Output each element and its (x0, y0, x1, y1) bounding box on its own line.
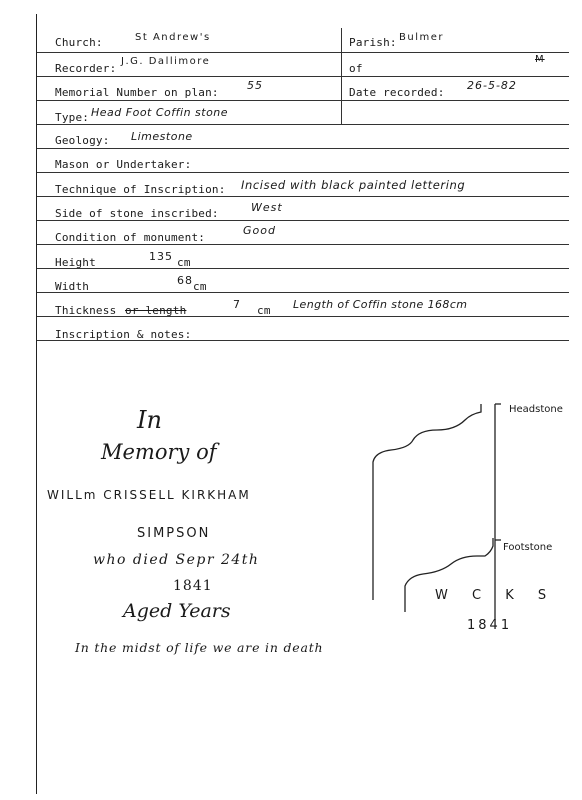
condition-label: Condition of monument: (55, 231, 206, 244)
technique-value: Incised with black painted lettering (241, 178, 466, 192)
condition-row (37, 220, 569, 245)
headstone-profile-sketch (357, 400, 567, 640)
inscription-line-5: who died Sepr 24th (93, 552, 260, 568)
type-row (37, 100, 569, 125)
inscription-line-1: In (137, 406, 162, 434)
width-value: 68 (177, 274, 193, 287)
church-row (37, 28, 569, 53)
geology-value: Limestone (131, 130, 193, 143)
recorder-label: Recorder: (55, 62, 117, 75)
geology-label: Geology: (55, 134, 110, 147)
side-label: Side of stone inscribed: (55, 207, 219, 220)
memorial-row (37, 76, 569, 101)
church-value: St Andrew's (135, 32, 211, 43)
headstone-label: Headstone (509, 404, 563, 415)
memorial-number-label: Memorial Number on plan: (55, 86, 219, 99)
side-value: West (251, 201, 283, 214)
thickness-row (37, 292, 569, 317)
technique-label: Technique of Inscription: (55, 183, 226, 196)
date-value: 26-5-82 (467, 79, 517, 92)
footstone-letters: W C K S (435, 588, 557, 603)
height-unit: cm (177, 256, 191, 269)
width-row (37, 268, 569, 293)
parish-value: Bulmer (399, 32, 444, 43)
memorial-number-value: 55 (247, 79, 263, 92)
height-label: Height (55, 256, 96, 269)
thickness-unit: cm (257, 304, 271, 317)
inscription-row (37, 316, 569, 341)
type-label: Type: (55, 111, 90, 124)
side-row (37, 196, 569, 221)
height-value: 135 (149, 250, 173, 263)
condition-value: Good (243, 224, 276, 237)
width-label: Width (55, 280, 90, 293)
width-unit: cm (193, 280, 207, 293)
inscription-label: Inscription & notes: (55, 328, 192, 341)
inscription-line-3: WILLm CRISSELL KIRKHAM (47, 488, 251, 502)
mason-row (37, 148, 569, 173)
thickness-struck-text: or length (125, 304, 187, 317)
memorial-record-form (36, 14, 569, 794)
inscription-line-6: 1841 (173, 578, 213, 594)
inscription-line-8: In the midst of life we are in death (75, 640, 324, 655)
of-label: of (349, 62, 363, 75)
date-label: Date recorded: (349, 86, 445, 99)
type-value: Head Foot Coffin stone (91, 106, 229, 119)
recorder-row (37, 52, 569, 77)
technique-row (37, 172, 569, 197)
inscription-line-2: Memory of (101, 440, 217, 464)
height-row (37, 244, 569, 269)
recorder-value: J.G. Dallimore (121, 56, 211, 67)
of-value: M (535, 54, 545, 65)
thickness-value: 7 (233, 298, 241, 311)
inscription-line-7: Aged Years (123, 600, 231, 622)
mason-label: Mason or Undertaker: (55, 158, 192, 171)
inscription-line-4: SIMPSON (137, 526, 211, 541)
thickness-label: Thickness (55, 304, 117, 317)
length-note: Length of Coffin stone 168cm (293, 298, 468, 311)
parish-label: Parish: (349, 36, 397, 49)
footstone-label: Footstone (503, 542, 553, 553)
geology-row (37, 124, 569, 149)
church-label: Church: (55, 36, 103, 49)
footstone-year: 1841 (467, 618, 513, 633)
